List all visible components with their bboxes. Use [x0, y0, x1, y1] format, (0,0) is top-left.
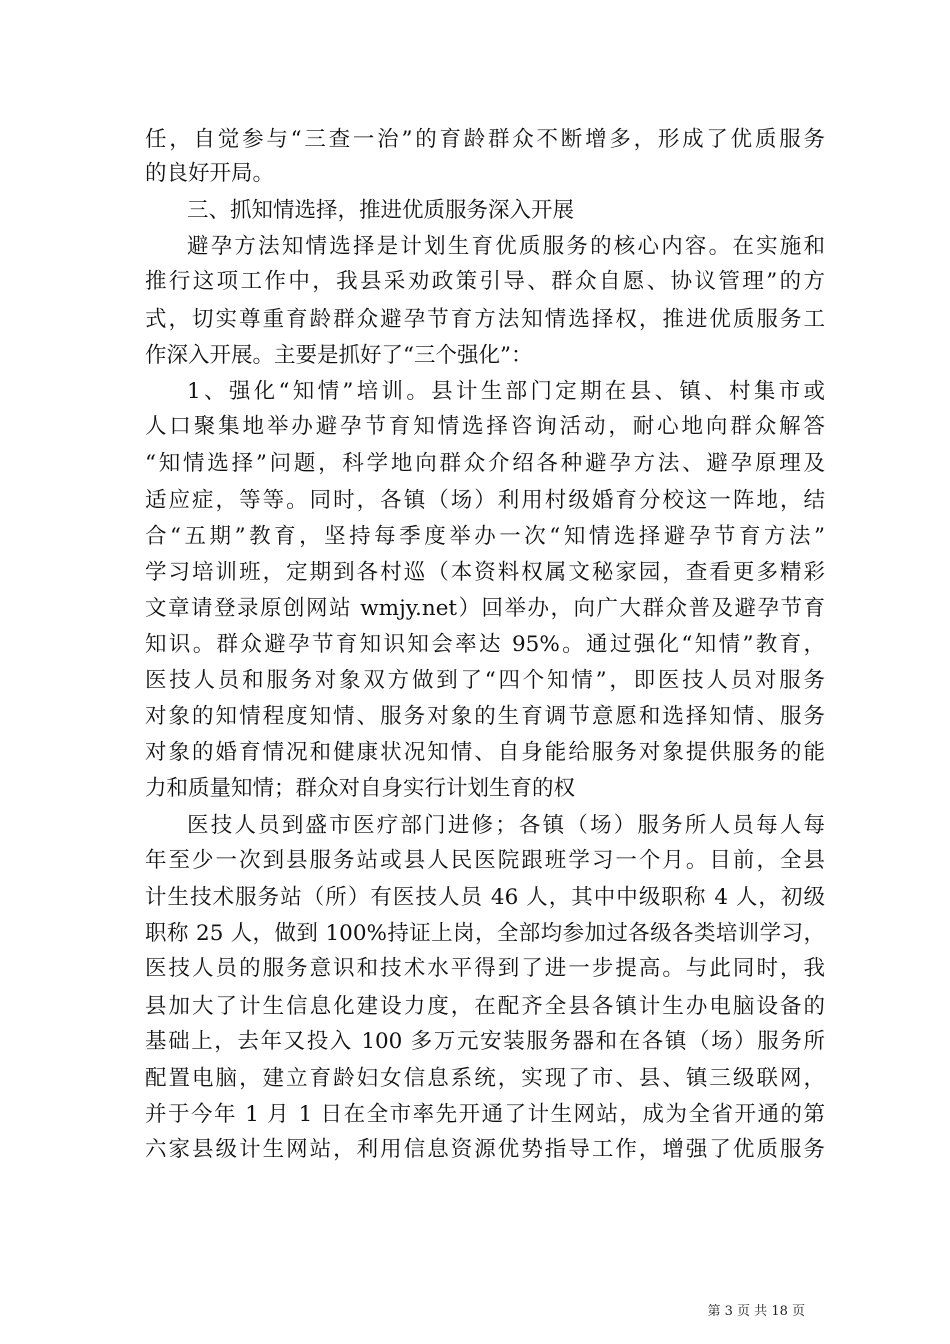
text-line: 六家县级计生网站，利用信息资源优势指导工作，增强了优质服务 — [145, 1137, 825, 1162]
text-line: 医技人员和服务对象双方做到了“四个知情”，即医技人员对服务 — [145, 668, 825, 693]
text-line: 计生技术服务站（所）有医技人员 46 人，其中中级职称 4 人，初级 — [145, 885, 825, 910]
text-line: 任，自觉参与“三查一治”的育龄群众不断增多，形成了优质服务 — [145, 127, 825, 152]
text-line: 县加大了计生信息化建设力度，在配齐全县各镇计生办电脑设备的 — [145, 994, 825, 1019]
text-line: 对象的婚育情况和健康状况知情、自身能给服务对象提供服务的能 — [145, 740, 825, 765]
text-line: 知识。群众避孕节育知识知会率达 95%。通过强化“知情”教育， — [145, 632, 825, 657]
section-heading: 三、抓知情选择，推进优质服务深入开展 — [187, 198, 575, 223]
text-line: 文章请登录原创网站 wmjy.net）回举办，向广大群众普及避孕节育 — [145, 596, 825, 621]
text-line: 年至少一次到县服务站或县人民医院跟班学习一个月。目前，全县 — [145, 848, 825, 873]
text-line: 式，切实尊重育龄群众避孕节育方法知情选择权，推进优质服务工 — [145, 307, 825, 332]
text-line: 作深入开展。主要是抓好了“三个强化”： — [145, 343, 533, 368]
text-line: 1、强化“知情”培训。县计生部门定期在县、镇、村集市或 — [187, 379, 825, 404]
text-line: 医技人员到盛市医疗部门进修；各镇（场）服务所人员每人每 — [187, 813, 825, 838]
text-line: 合“五期”教育，坚持每季度举办一次“知情选择避孕节育方法” — [145, 524, 825, 549]
text-line: 学习培训班，定期到各村巡（本资料权属文秘家园，查看更多精彩 — [145, 560, 825, 585]
text-line: “知情选择”问题，科学地向群众介绍各种避孕方法、避孕原理及 — [145, 451, 825, 476]
text-line: 的良好开局。 — [145, 161, 275, 186]
text-line: 人口聚集地举办避孕节育知情选择咨询活动，耐心地向群众解答 — [145, 414, 825, 439]
text-line: 配置电脑，建立育龄妇女信息系统，实现了市、县、镇三级联网， — [145, 1066, 825, 1091]
text-line: 职称 25 人，做到 100%持证上岗，全部均参加过各级各类培训学习， — [145, 921, 825, 946]
text-line: 并于今年 1 月 1 日在全市率先开通了计生网站，成为全省开通的第 — [145, 1102, 825, 1127]
text-line: 力和质量知情；群众对自身实行计划生育的权 — [145, 776, 576, 801]
page-number: 第 3 页 共 18 页 — [707, 1304, 805, 1319]
text-line: 推行这项工作中，我县采劝政策引导、群众自愿、协议管理”的方 — [145, 269, 825, 294]
text-line: 基础上，去年又投入 100 多万元安装服务器和在各镇（场）服务所 — [145, 1029, 825, 1054]
text-line: 对象的知情程度知情、服务对象的生育调节意愿和选择知情、服务 — [145, 704, 825, 729]
text-line: 医技人员的服务意识和技术水平得到了进一步提高。与此同时，我 — [145, 956, 825, 981]
text-line: 避孕方法知情选择是计划生育优质服务的核心内容。在实施和 — [187, 234, 825, 259]
text-line: 适应症，等等。同时，各镇（场）利用村级婚育分校这一阵地，结 — [145, 488, 825, 513]
